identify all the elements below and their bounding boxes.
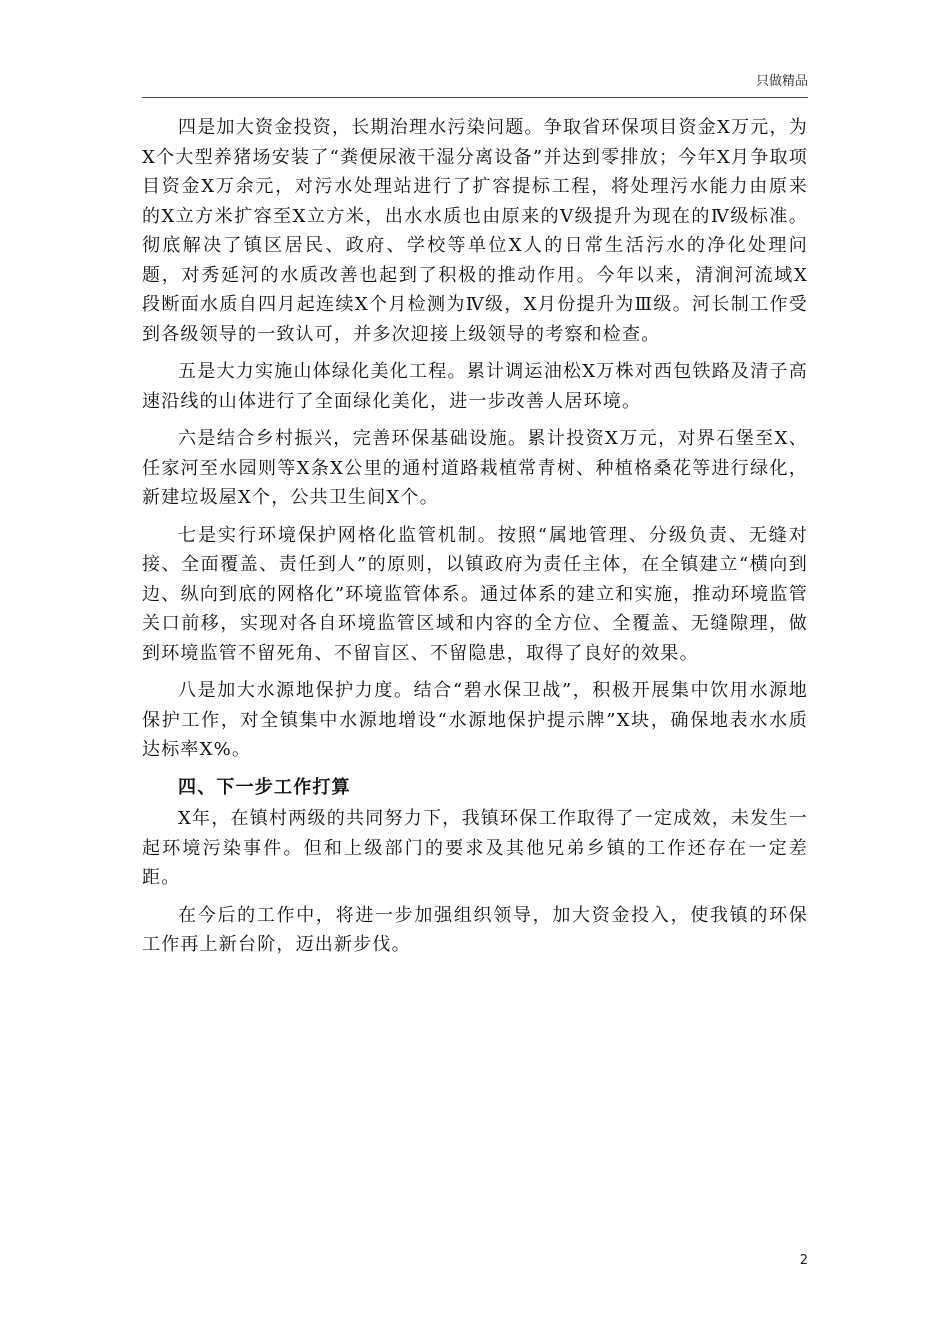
document-body (142, 113, 808, 968)
paragraph-item-4: 四是加大资金投资，长期治理水污染问题。争取省环保项目资金X万元，为X个大型养猪场安装了“粪便尿液干湿分离设备”并达到零排放；今年X月争取项目资金X万余元，对污水处理站进行了扩容提标工程，将处理污水能力由原来的X立方米扩容至X立方米，出水水质也由原来的Ⅴ级提升为现在的Ⅳ级标准。彻底解决了镇区居民、政府、学校等单位X人的日常生活污水的净化处理问题，对秀延河的水质改善也起到了积极的推动作用。今年以来，清涧河流域X段断面水质自四月起连续X个月检测为Ⅳ级，X月份提升为Ⅲ级。河长制工作受到各级领导的一致认可，并多次迎接上级领导的考察和检查。 (142, 117, 808, 345)
header-note: 只做精品 (755, 74, 808, 89)
paragraph-item-8: 八是加大水源地保护力度。结合“碧水保卫战”，积极开展集中饮用水源地保护工作，对全镇集中水源地增设“水源地保护提示牌”X块，确保地表水水质达标率X%。 (142, 680, 808, 760)
paragraph-item-6: 六是结合乡村振兴，完善环保基础设施。累计投资X万元，对界石堡至X、任家河至水园则等X条X公里的通村道路栽植常青树、种植格桑花等进行绿化，新建垃圾屋X个，公共卫生间X个。 (142, 428, 808, 508)
page-number: 2 (799, 1253, 808, 1268)
section-heading: 四、下一步工作打算 (178, 776, 351, 798)
paragraph-item-7: 七是实行环境保护网格化监管机制。按照“属地管理、分级负责、无缝对接、全面覆盖、责任到人”的原则，以镇政府为责任主体，在全镇建立“横向到边、纵向到底的网格化”环境监管体系。通过体系的建立和实施，推动环境监管关口前移，实现对各自环境监管区域和内容的全方位、全覆盖、无缝隙理，做到环境监管不留死角、不留盲区、不留隐患，取得了良好的效果。 (142, 524, 808, 664)
header-divider (142, 97, 808, 98)
closing-paragraph: 在今后的工作中，将进一步加强组织领导，加大资金投入，使我镇的环保工作再上新台阶，迈出新步伐。 (142, 904, 808, 955)
closing-paragraph: X年，在镇村两级的共同努力下，我镇环保工作取得了一定成效，未发生一起环境污染事件。但和上级部门的要求及其他兄弟乡镇的工作还存在一定差距。 (142, 808, 808, 888)
paragraph-item-5: 五是大力实施山体绿化美化工程。累计调运油松X万株对西包铁路及清子高速沿线的山体进行了全面绿化美化，进一步改善人居环境。 (142, 361, 808, 412)
